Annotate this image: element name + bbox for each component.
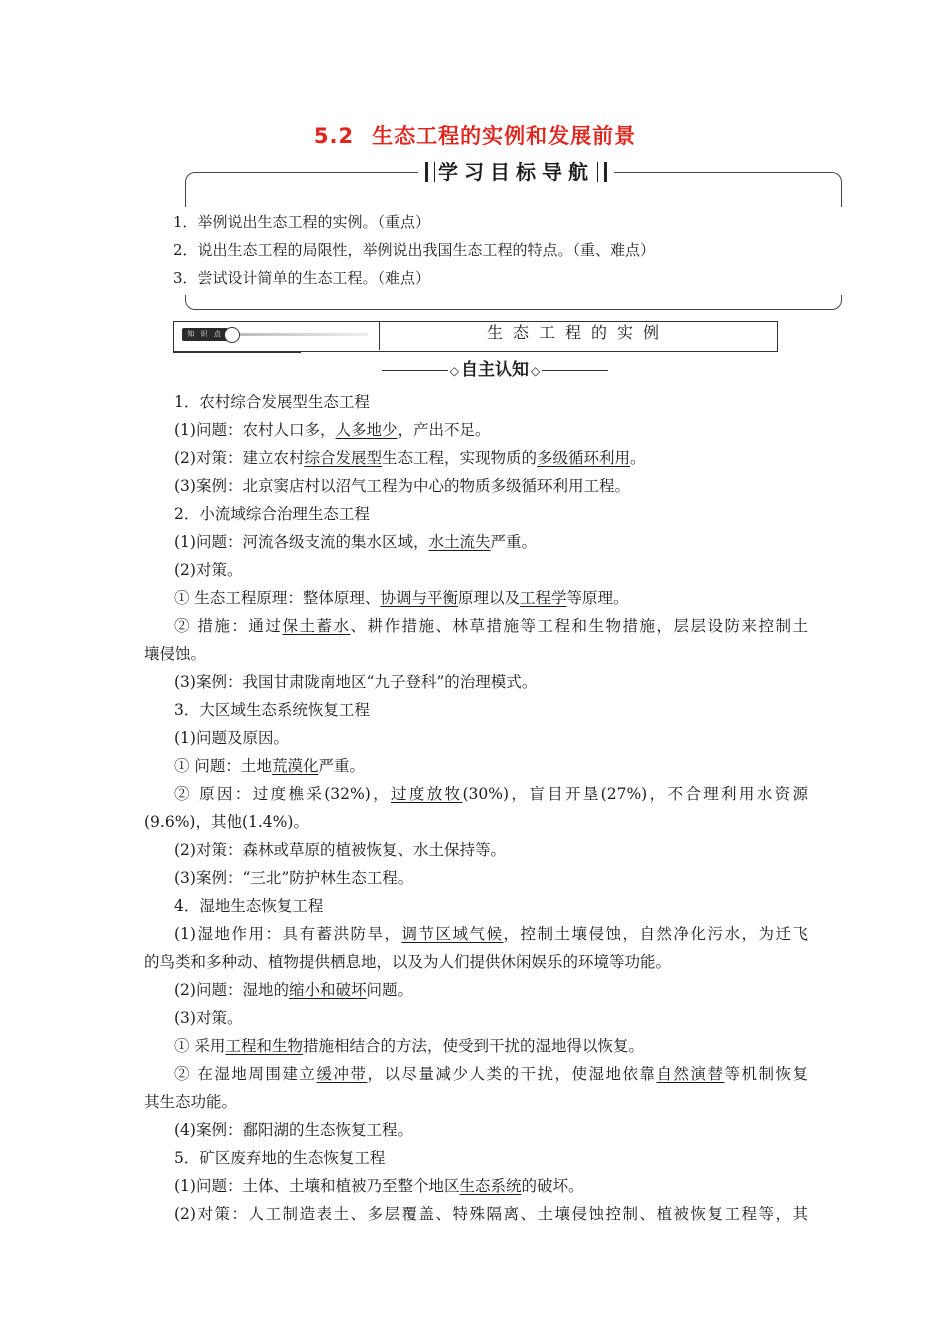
answer-underline: 保土蓄水 bbox=[282, 617, 351, 635]
divider-rule bbox=[542, 370, 608, 371]
answer-underline: 生态系统 bbox=[459, 1177, 522, 1195]
answer-underline: 调节区域气候 bbox=[401, 925, 504, 943]
text-line: (2)对策：森林或草原的植被恢复、水土保持等。 bbox=[174, 841, 506, 859]
header-bar-icon bbox=[425, 162, 428, 182]
text-line: 其生态功能。 bbox=[144, 1093, 238, 1111]
text-line: (2)对策：建立农村综合发展型生态工程，实现物质的多级循环利用。 bbox=[174, 449, 646, 467]
text-line: ② 措施：通过保土蓄水、耕作措施、林草措施等工程和生物措施，层层设防来控制土 bbox=[174, 617, 808, 635]
text-line: 5．矿区废弃地的生态恢复工程 bbox=[174, 1149, 386, 1167]
answer-underline: 综合发展型 bbox=[304, 449, 382, 467]
text-line: ② 在湿地周围建立缓冲带，以尽量减少人类的干扰，使湿地依靠自然演替等机制恢复 bbox=[174, 1065, 808, 1083]
page-title: 5.2 生态工程的实例和发展前景 bbox=[313, 124, 637, 148]
answer-underline: 水土流失 bbox=[428, 533, 491, 551]
knowledge-point-underline bbox=[173, 351, 301, 353]
text-line: (1)问题及原因。 bbox=[174, 729, 289, 747]
header-bar-icon bbox=[604, 162, 607, 182]
text-line: 4．湿地生态恢复工程 bbox=[174, 897, 324, 915]
text-line: 的鸟类和多种动、植物提供栖息地，以及为人们提供休闲娱乐的环境等功能。 bbox=[144, 953, 672, 971]
text-line: (3)案例：“三北”防护林生态工程。 bbox=[174, 869, 414, 887]
knowledge-point-box bbox=[173, 321, 778, 352]
answer-underline: 协调与平衡 bbox=[380, 589, 458, 607]
knowledge-point-title: 生态工程的实例 bbox=[486, 323, 669, 342]
goal-item: 2．说出生态工程的局限性，举例说出我国生态工程的特点。（重、难点） bbox=[173, 241, 656, 259]
badge-circle-icon bbox=[224, 327, 240, 343]
section-divider: ◇ 自主认知 ◇ bbox=[363, 358, 627, 382]
text-line: (2)对策：人工制造表土、多层覆盖、特殊隔离、土壤侵蚀控制、植被恢复工程等，其 bbox=[174, 1205, 808, 1223]
text-line: 壤侵蚀。 bbox=[144, 645, 207, 663]
text-line: (1)问题：土体、土壤和植被乃至整个地区生态系统的破坏。 bbox=[174, 1177, 584, 1195]
answer-underline: 缓冲带 bbox=[316, 1065, 368, 1083]
text-line: (2)问题：湿地的缩小和破坏问题。 bbox=[174, 981, 413, 999]
goals-frame-bottom bbox=[185, 295, 842, 310]
text-line: (1)问题：河流各级支流的集水区域，水土流失严重。 bbox=[174, 533, 537, 551]
goal-item: 1．举例说出生态工程的实例。（重点） bbox=[173, 213, 431, 231]
text-line: ② 原因：过度樵采(32%)，过度放牧(30%)，盲目开垦(27%)，不合理利用水资源 bbox=[174, 785, 808, 803]
answer-underline: 缩小和破坏 bbox=[288, 981, 367, 999]
text-line: (3)案例：北京窦店村以沼气工程为中心的物质多级循环利用工程。 bbox=[174, 477, 630, 495]
goal-item: 3．尝试设计简单的生态工程。（难点） bbox=[173, 269, 431, 287]
badge-rail bbox=[236, 333, 368, 336]
answer-underline: 人多地少 bbox=[335, 421, 398, 439]
text-line: (3)对策。 bbox=[174, 1009, 243, 1027]
diamond-icon: ◇ bbox=[449, 364, 459, 378]
text-line: (4)案例：鄱阳湖的生态恢复工程。 bbox=[174, 1121, 413, 1139]
text-line: ① 采用工程和生物措施相结合的方法，使受到干扰的湿地得以恢复。 bbox=[174, 1037, 644, 1055]
knowledge-point-badge: 知 识 点 bbox=[182, 328, 228, 341]
text-line: ① 生态工程原理：整体原理、协调与平衡原理以及工程学等原理。 bbox=[174, 589, 629, 607]
diamond-icon: ◇ bbox=[531, 364, 541, 378]
text-line: 2．小流域综合治理生态工程 bbox=[174, 505, 370, 523]
answer-underline: 过度放牧 bbox=[390, 785, 463, 803]
knowledge-point-label bbox=[174, 322, 380, 350]
text-line: (2)对策。 bbox=[174, 561, 243, 579]
text-line: (1)湿地作用：具有蓄洪防旱，调节区域气候，控制土壤侵蚀，自然净化污水，为迁飞 bbox=[174, 925, 808, 943]
answer-underline: 自然演替 bbox=[656, 1065, 725, 1083]
answer-underline: 荒漠化 bbox=[271, 757, 319, 775]
learning-goals-header: 学习目标导航 bbox=[418, 158, 614, 186]
divider-rule bbox=[382, 370, 448, 371]
answer-underline: 多级循环利用 bbox=[537, 449, 631, 467]
text-line: 1．农村综合发展型生态工程 bbox=[174, 393, 370, 411]
answer-underline: 工程学 bbox=[519, 589, 567, 607]
answer-underline: 工程和生物 bbox=[225, 1037, 303, 1055]
text-line: (3)案例：我国甘肃陇南地区“九子登科”的治理模式。 bbox=[174, 673, 538, 691]
header-bar-icon bbox=[434, 162, 435, 182]
text-line: ① 问题：土地荒漠化严重。 bbox=[174, 757, 365, 775]
text-line: (9.6%)，其他(1.4%)。 bbox=[144, 813, 309, 831]
text-line: (1)问题：农村人口多，人多地少，产出不足。 bbox=[174, 421, 491, 439]
header-bar-icon bbox=[597, 162, 598, 182]
text-line: 3．大区域生态系统恢复工程 bbox=[174, 701, 370, 719]
